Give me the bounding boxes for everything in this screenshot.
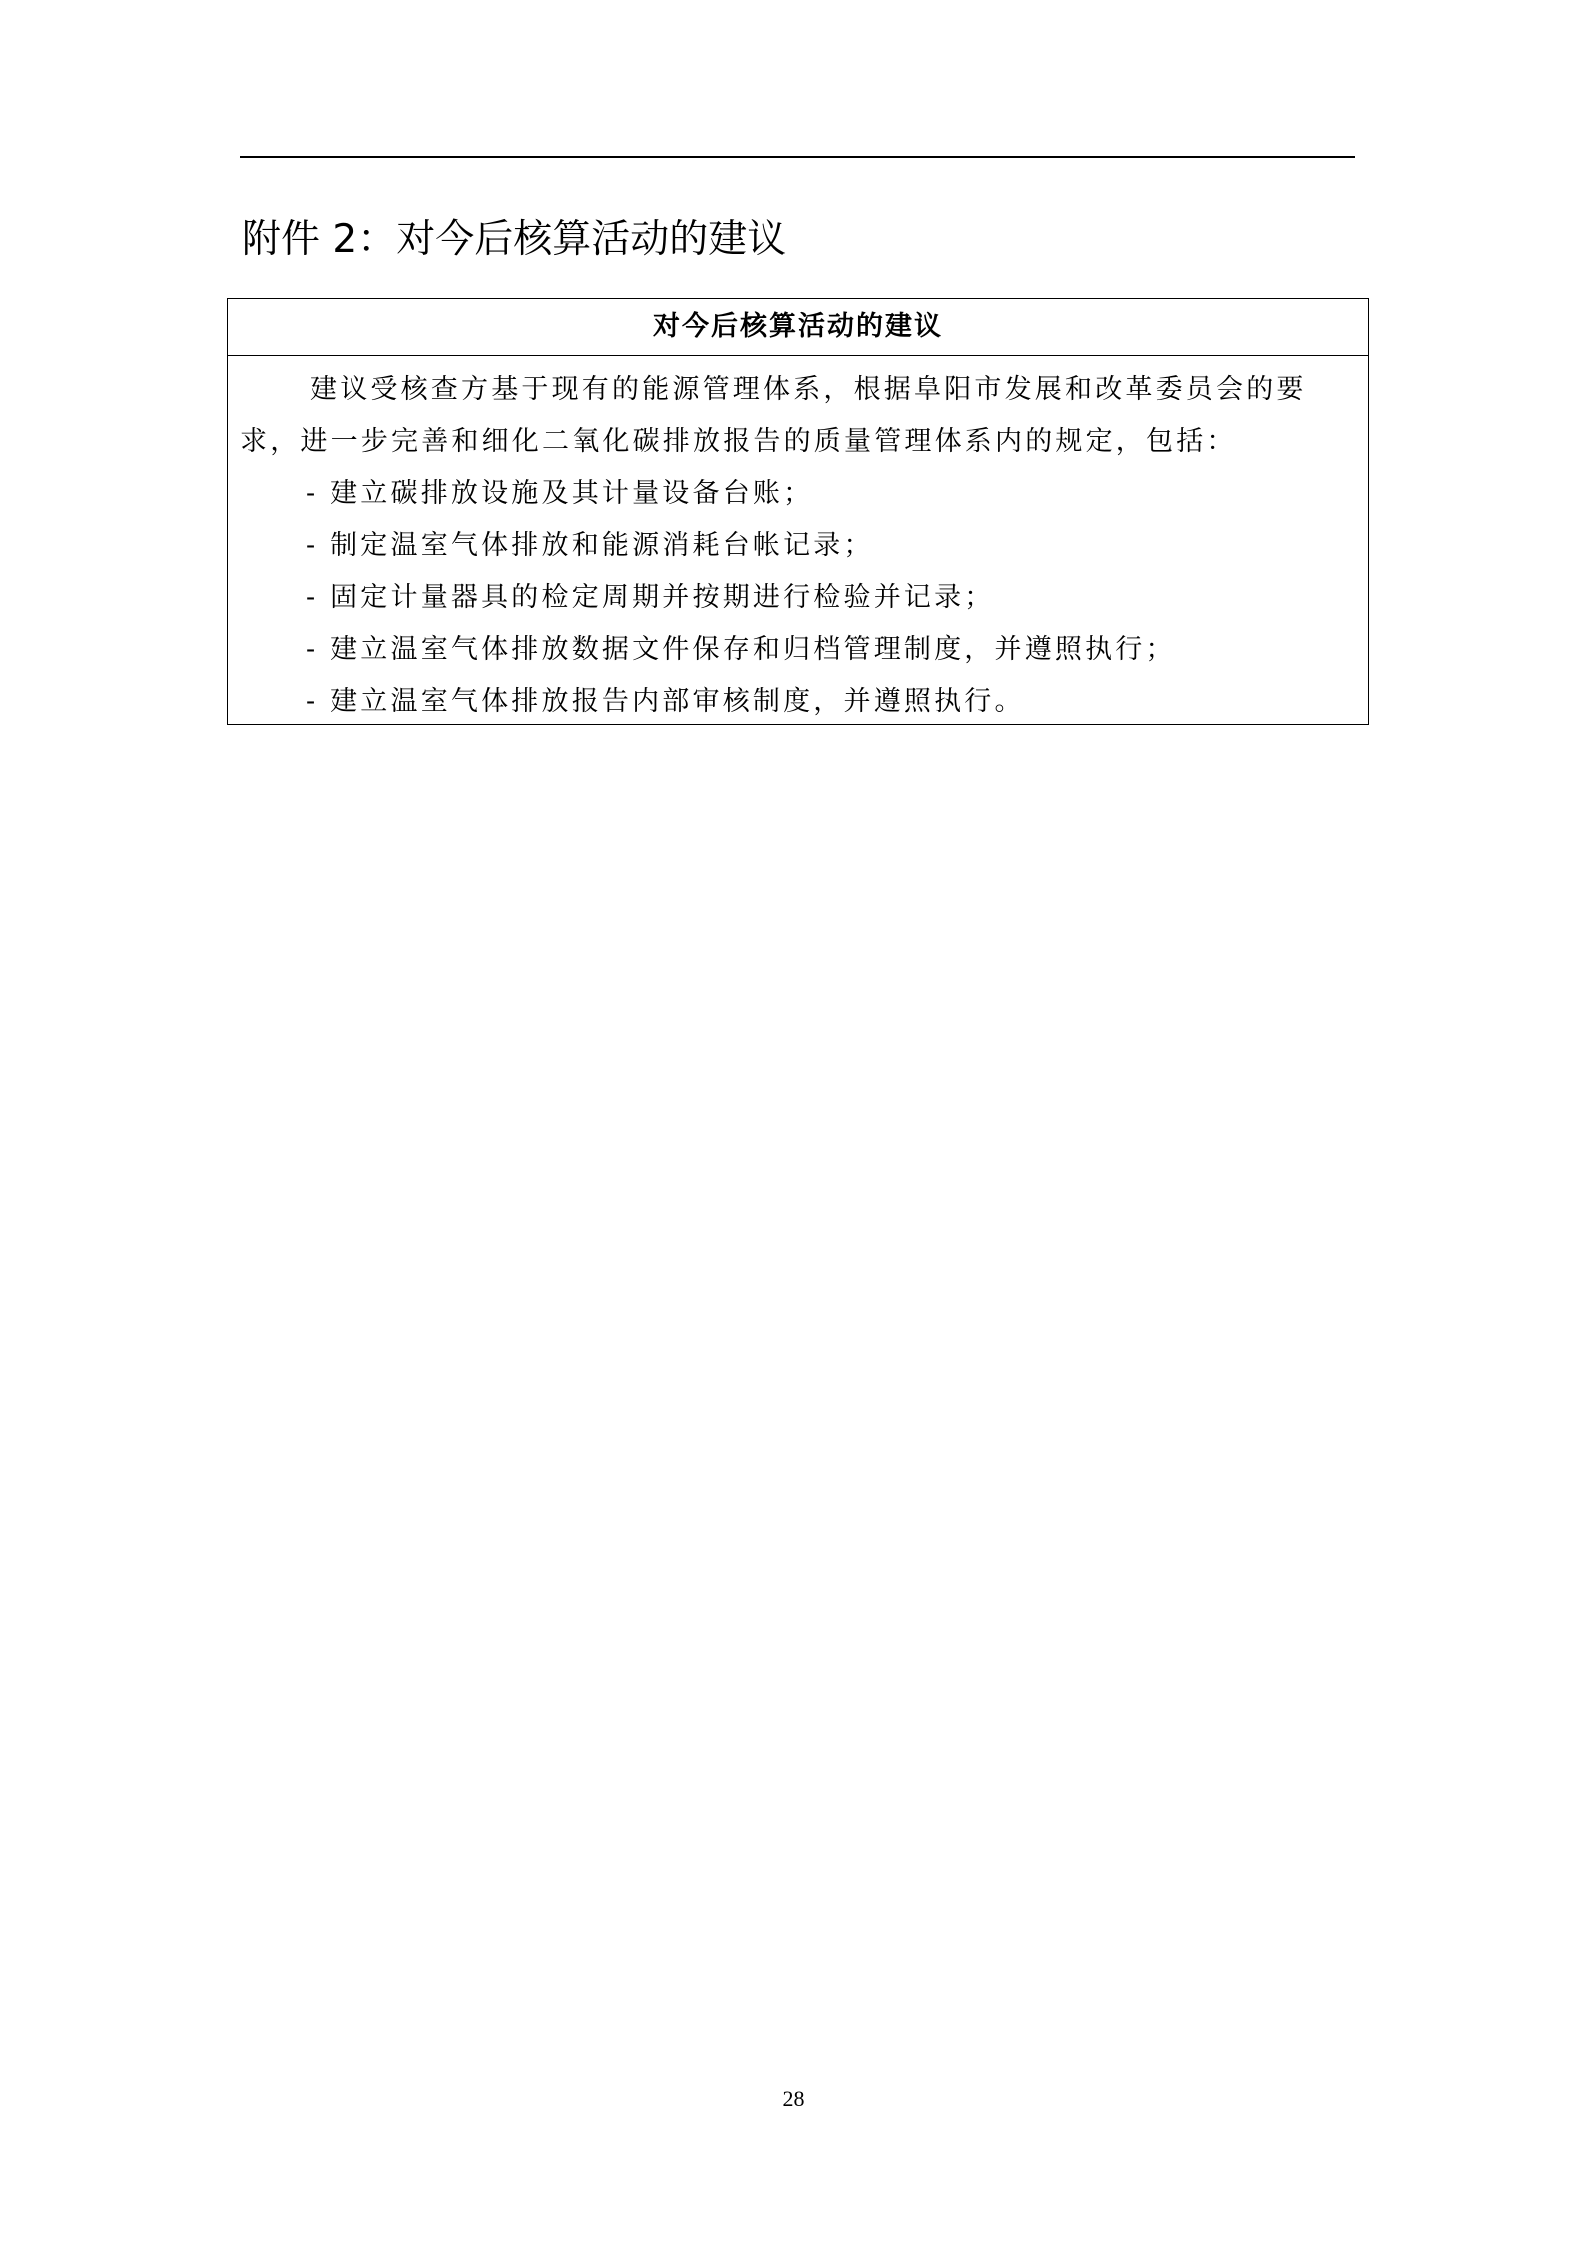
table-header: 对今后核算活动的建议 (228, 299, 1368, 356)
section-title: 附件 2：对今后核算活动的建议 (242, 217, 787, 262)
paragraph-line: 建议受核查方基于现有的能源管理体系，根据阜阳市发展和改革委员会的要 (310, 374, 1307, 405)
advice-table (227, 298, 1369, 725)
page-number: 28 (782, 2086, 805, 2111)
list-item: - 建立温室气体排放数据文件保存和归档管理制度，并遵照执行； (306, 634, 1176, 665)
list-item: - 制定温室气体排放和能源消耗台帐记录； (306, 530, 874, 561)
header-rule (240, 156, 1355, 158)
list-item: - 固定计量器具的检定周期并按期进行检验并记录； (306, 582, 995, 613)
list-item: - 建立碳排放设施及其计量设备台账； (306, 478, 814, 509)
list-item: - 建立温室气体排放报告内部审核制度，并遵照执行。 (306, 686, 1025, 717)
paragraph-line: 求，进一步完善和细化二氧化碳排放报告的质量管理体系内的规定，包括： (240, 426, 1237, 457)
